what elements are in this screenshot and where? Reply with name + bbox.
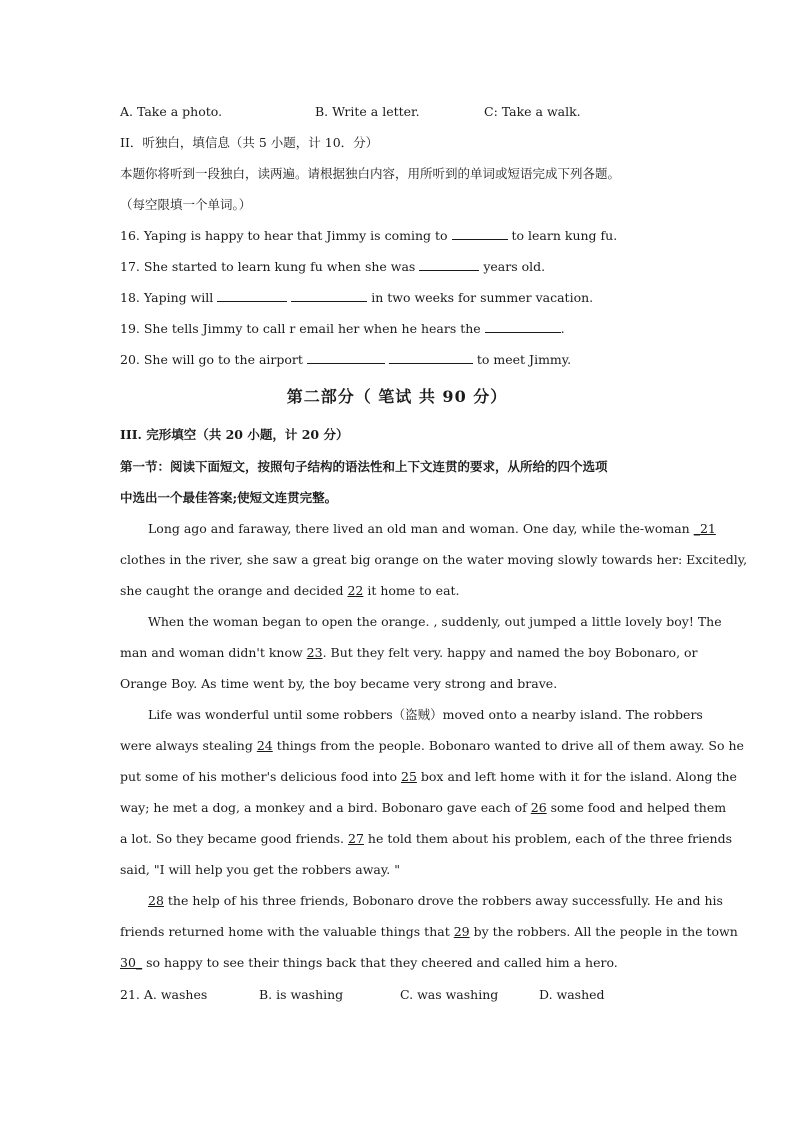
passage-p3-line5 [120,830,733,848]
passage-p4-line2 [120,923,738,941]
blank-25[interactable]: 25 [401,769,417,784]
q15-option-a: A. Take a photo. [120,104,223,119]
section2-heading: II．听独白，填信息（共 5 小题，计 10．分） [120,135,379,150]
passage-p4-line1 [148,892,723,910]
question-17 [120,258,676,276]
q17-text-before: 17. She started to learn kung fu when she was [120,259,416,274]
q20-text-after: to meet Jimmy. [476,352,572,367]
part2-title: 第二部分（ 笔试 共 90 分） [286,387,508,406]
passage-p1-line1 [148,520,716,538]
blank-28[interactable]: 28 [148,893,164,908]
passage-p3-line6: said, "I will help you get the robbers away. " [120,862,400,877]
q18-text-after: in two weeks for summer vacation. [371,290,594,305]
section3-instruction-2: 中选出一个最佳答案;使短文连贯完整。 [120,490,338,505]
question-19 [120,320,676,338]
section3-instruction-1: 第一节：阅读下面短文，按照句子结构的语法性和上下文连贯的要求，从所给的四个选项 [120,459,608,474]
blank-29[interactable]: 29 [453,924,470,939]
q21-option-a: 21. A. washes [120,987,208,1002]
q19-text-after: . [560,321,565,336]
passage-text: some food and helped them [546,800,727,815]
blank-30[interactable]: 30_ [120,955,143,970]
blank-26[interactable]: 26 [530,800,547,815]
passage-text: box and left home with it for the island. Along the [416,769,737,784]
q19-text-before: 19. She tells Jimmy to call r email her when he hears the [120,321,481,336]
passage-p3-line3 [120,768,737,786]
passage-text: it home to eat. [363,583,460,598]
q16-text-after: to learn kung fu. [511,228,618,243]
passage-p2-line1: When the woman began to open the orange. , suddenly, out jumped a little lovely boy! The [148,614,722,629]
passage-text: friends returned home with the valuable things that [120,924,454,939]
q15-option-c: C: Take a walk. [484,104,581,119]
passage-p3-line4 [120,799,727,817]
passage-p1-line2: clothes in the river, she saw a great big orange on the water moving slowly towards her: Excitedly, [120,552,748,567]
blank-27[interactable]: 27 [348,831,364,846]
passage-text: man and woman didn't know [120,645,307,660]
passage-text: she caught the orange and decided [120,583,348,598]
blank-22[interactable]: 22 [347,583,364,598]
passage-p4-line3 [120,954,676,972]
passage-text: were always stealing [120,738,257,753]
q21-option-d: D. washed [539,987,605,1002]
blank-21[interactable]: _21 [693,521,716,536]
passage-text: things from the people. Bobonaro wanted to drive all of them away. So he [272,738,744,753]
q21-option-c: C. was washing [400,987,499,1002]
q20-text-before: 20. She will go to the airport [120,352,303,367]
passage-text: he told them about his problem, each of the three friends [363,831,733,846]
q20-blank-2[interactable] [389,351,473,364]
passage-text: by the robbers. All the people in the town [469,924,738,939]
passage-text: . But they felt very. happy and named the boy Bobonaro, or [322,645,698,660]
q20-blank-1[interactable] [307,351,385,364]
q17-text-after: years old. [483,259,546,274]
passage-p3-line1: Life was wonderful until some robbers（盗贼）moved onto a nearby island. The robbers [148,707,703,722]
passage-text: so happy to see their things back that they cheered and called him a hero. [142,955,618,970]
q17-blank[interactable] [419,258,479,271]
question-20 [120,351,676,369]
q18-blank-2[interactable] [291,289,367,302]
question-16 [120,227,676,245]
q16-blank[interactable] [452,227,508,240]
passage-p2-line2 [120,644,698,662]
section2-instruction-2: （每空限填一个单词。） [120,197,252,212]
q18-text-before: 18. Yaping will [120,290,214,305]
blank-24[interactable]: 24 [256,738,273,753]
q21-option-b: B. is washing [259,987,344,1002]
passage-text: the help of his three friends, Bobonaro drove the robbers away successfully. He and his [163,893,723,908]
q18-blank-1[interactable] [217,289,287,302]
passage-p3-line2 [120,737,744,755]
q16-text-before: 16. Yaping is happy to hear that Jimmy is coming to [120,228,448,243]
blank-23[interactable]: 23 [306,645,323,660]
question-18 [120,289,676,307]
section3-heading: III. 完形填空（共 20 小题，计 20 分） [120,427,349,442]
passage-text: way; he met a dog, a monkey and a bird. Bobonaro gave each of [120,800,531,815]
passage-text: put some of his mother's delicious food into [120,769,402,784]
passage-p2-line3: Orange Boy. As time went by, the boy became very strong and brave. [120,676,558,691]
q15-option-b: B. Write a letter. [315,104,420,119]
passage-text: Long ago and faraway, there lived an old man and woman. One day, while the-woman [148,521,694,536]
section2-instruction-1: 本题你将听到一段独白，读两遍。请根据独白内容，用所听到的单词或短语完成下列各题。 [120,166,621,181]
q19-blank[interactable] [485,320,561,333]
passage-p1-line3 [120,582,676,600]
passage-text: a lot. So they became good friends. [120,831,349,846]
